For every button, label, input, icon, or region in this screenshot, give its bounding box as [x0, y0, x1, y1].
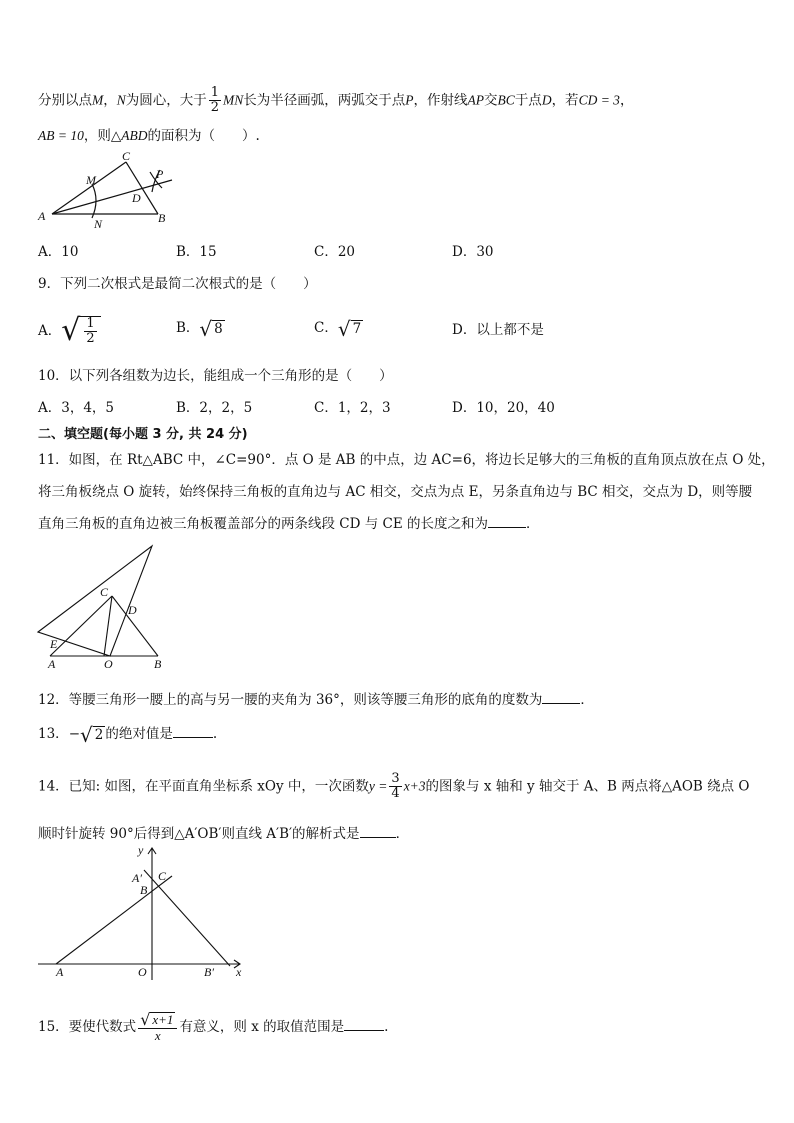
- frac-num: 3: [391, 771, 400, 786]
- q10-option-c[interactable]: C．1，2，3: [314, 400, 391, 416]
- radical-sign: √: [80, 722, 93, 747]
- q8-text: 长为半径画弧，两弧交于点: [243, 92, 406, 109]
- q11-line3: [38, 512, 540, 532]
- var-mn: MN: [223, 92, 244, 108]
- q8-line2: [38, 124, 260, 144]
- minus-sign: −: [68, 726, 80, 742]
- label-b-prime: B′: [204, 965, 214, 979]
- label-d: D: [128, 603, 137, 617]
- section-heading: 二、填空题(每小题 3 分, 共 24 分): [38, 427, 248, 442]
- label-y: y: [138, 843, 144, 857]
- frac-den: 4: [391, 786, 400, 802]
- q14-text: 顺时针旋转 90°后得到△A′OB′则直线 A′B′的解析式是: [38, 826, 360, 842]
- q11-line1: 11．如图，在 Rt△ABC 中，∠C=90°．点 O 是 AB 的中点，边 AC=6，将边长足够大的三角板的直角顶点放在点 O 处，: [38, 452, 775, 468]
- label-m: M: [86, 173, 96, 187]
- label-b: B: [154, 657, 162, 670]
- var-ap: AP: [467, 92, 485, 108]
- q8-text: 为圆心，大于: [125, 92, 207, 109]
- q12-end: ．: [580, 692, 594, 708]
- q9-option-c[interactable]: [314, 316, 363, 339]
- var-d: D: [541, 92, 552, 108]
- q15: [38, 1012, 388, 1043]
- label-p: P: [156, 167, 164, 181]
- q12: [38, 688, 594, 708]
- q8-text: 分别以点: [38, 92, 92, 109]
- q8-line1: [38, 86, 633, 116]
- radicand: 7: [352, 321, 362, 337]
- var-y: y =: [368, 778, 388, 794]
- q10-option-d[interactable]: D．10，20，40: [452, 400, 555, 416]
- var-x-plus: x+3: [403, 778, 426, 794]
- answer-blank[interactable]: [488, 515, 526, 528]
- answer-blank[interactable]: [344, 1018, 384, 1031]
- q8-text: 的面积为（ ）.: [147, 128, 260, 144]
- segment-ac: [50, 596, 112, 656]
- frac-den: 2: [210, 100, 220, 116]
- frac-den: x: [154, 1028, 161, 1043]
- radical-sign: √: [199, 316, 213, 341]
- frac-num: 1: [86, 316, 95, 331]
- fraction-expression: [138, 1012, 177, 1043]
- answer-blank[interactable]: [542, 691, 580, 704]
- q9-options: [38, 302, 758, 349]
- label-o: O: [138, 965, 147, 979]
- radicand: [80, 316, 100, 347]
- radical-sign: √: [337, 316, 351, 341]
- frac-den: 2: [86, 331, 95, 347]
- option-label: B．: [176, 320, 200, 336]
- q10-option-a[interactable]: A．3，4，5: [38, 400, 115, 416]
- label-x: x: [236, 965, 242, 979]
- label-a: A: [56, 965, 64, 979]
- q8-text: ，作射线: [413, 92, 468, 109]
- option-label: A．: [38, 322, 62, 339]
- label-n: N: [94, 217, 103, 230]
- q11-end: ．: [526, 516, 540, 532]
- frac-num: [138, 1012, 177, 1029]
- q14-figure: [34, 842, 254, 982]
- q14-text: 14．已知: 如图，在平面直角坐标系 xOy 中，一次函数: [38, 778, 369, 795]
- q15-text: 15．要使代数式: [38, 1019, 137, 1036]
- radicand: 2: [94, 727, 104, 743]
- q14-end: ．: [395, 826, 410, 842]
- q8-option-a[interactable]: A．10: [38, 244, 79, 260]
- q8-figure: [34, 148, 184, 230]
- q9-stem: 9．下列二次根式是最简二次根式的是（ ）: [38, 276, 317, 292]
- label-b: B: [140, 883, 148, 897]
- q8-text: 于点: [514, 92, 542, 109]
- q8-text: ，: [619, 92, 634, 109]
- q11-figure: [34, 540, 174, 670]
- label-e: E: [50, 637, 58, 651]
- var-bc: BC: [497, 92, 515, 108]
- q14-text: 的图象与 x 轴和 y 轴交于 A、B 两点将△AOB 绕点 O: [425, 778, 750, 795]
- q8-text: 交: [484, 92, 498, 109]
- q8-text: ，若: [551, 92, 579, 109]
- q8-option-d[interactable]: D．30: [452, 244, 494, 260]
- label-c: C: [158, 869, 167, 883]
- label-a: A: [48, 657, 56, 670]
- q14-line1: [38, 772, 749, 802]
- sqrt-8: [199, 316, 224, 341]
- var-n: N: [116, 92, 126, 108]
- radicand: x+1: [152, 1012, 174, 1028]
- q13-text: 的绝对值是: [105, 726, 173, 742]
- q8-option-c[interactable]: C．20: [314, 244, 356, 260]
- var-ab: AB = 10: [38, 128, 84, 143]
- q13-number: 13．: [38, 726, 69, 742]
- fraction: [84, 317, 96, 347]
- q8-option-b[interactable]: B．15: [176, 244, 217, 260]
- q9-option-a[interactable]: [38, 313, 101, 349]
- q9-option-b[interactable]: [176, 316, 225, 339]
- label-o: O: [104, 657, 113, 670]
- answer-blank[interactable]: [173, 725, 213, 738]
- sqrt-7: [337, 316, 363, 341]
- frac-num: 1: [210, 85, 220, 100]
- q11-line2: 将三角板绕点 O 旋转，始终保持三角板的直角边与 AC 相交，交点为点 E，另条直角边与 BC 相交，交点为 D，则等腰: [38, 484, 753, 500]
- var-abd: ABD: [121, 128, 148, 143]
- q12-text: 12．等腰三角形一腰上的高与另一腰的夹角为 36°，则该等腰三角形的底角的度数为: [38, 692, 543, 708]
- sqrt-x-plus-1: [140, 1012, 175, 1028]
- q10-option-b[interactable]: B．2，2，5: [176, 400, 253, 416]
- q13-end: .: [212, 726, 218, 742]
- label-c: C: [100, 585, 109, 599]
- answer-blank[interactable]: [360, 825, 396, 838]
- q9-option-d[interactable]: D．以上都不是: [452, 322, 544, 338]
- fraction-3-4: [389, 772, 401, 802]
- radicand: 8: [214, 321, 223, 337]
- var-m: M: [92, 92, 104, 108]
- segment-ac: [52, 162, 126, 214]
- label-d: D: [132, 191, 141, 205]
- label-a-prime: A′: [132, 871, 142, 885]
- label-a: A: [38, 209, 46, 223]
- line-a1b1: [144, 870, 230, 966]
- radical-sign: √: [61, 313, 81, 349]
- q13: [38, 722, 217, 745]
- label-c: C: [122, 149, 131, 163]
- fraction-half: [209, 86, 221, 116]
- segment-oc: [104, 596, 112, 656]
- sqrt-half: [61, 313, 100, 349]
- q8-text: ，则△: [83, 128, 122, 144]
- option-label: C．: [314, 320, 338, 336]
- radical-sign: √: [140, 1010, 151, 1029]
- q14-line2: [38, 822, 409, 842]
- q15-end: .: [384, 1019, 389, 1036]
- q10-stem: 10．以下列各组数为边长，能组成一个三角形的是（ ）: [38, 368, 393, 384]
- var-cd: CD = 3: [578, 92, 620, 108]
- q15-text: 有意义，则 x 的取值范围是: [179, 1019, 345, 1036]
- comma: ，: [103, 92, 117, 109]
- var-p: P: [405, 92, 414, 108]
- sqrt-2: [80, 722, 105, 747]
- arc-mn: [92, 184, 96, 218]
- line-ab: [56, 876, 172, 964]
- q11-text: 直角三角板的直角边被三角板覆盖部分的两条线段 CD 与 CE 的长度之和为: [38, 516, 489, 532]
- label-b: B: [158, 211, 166, 225]
